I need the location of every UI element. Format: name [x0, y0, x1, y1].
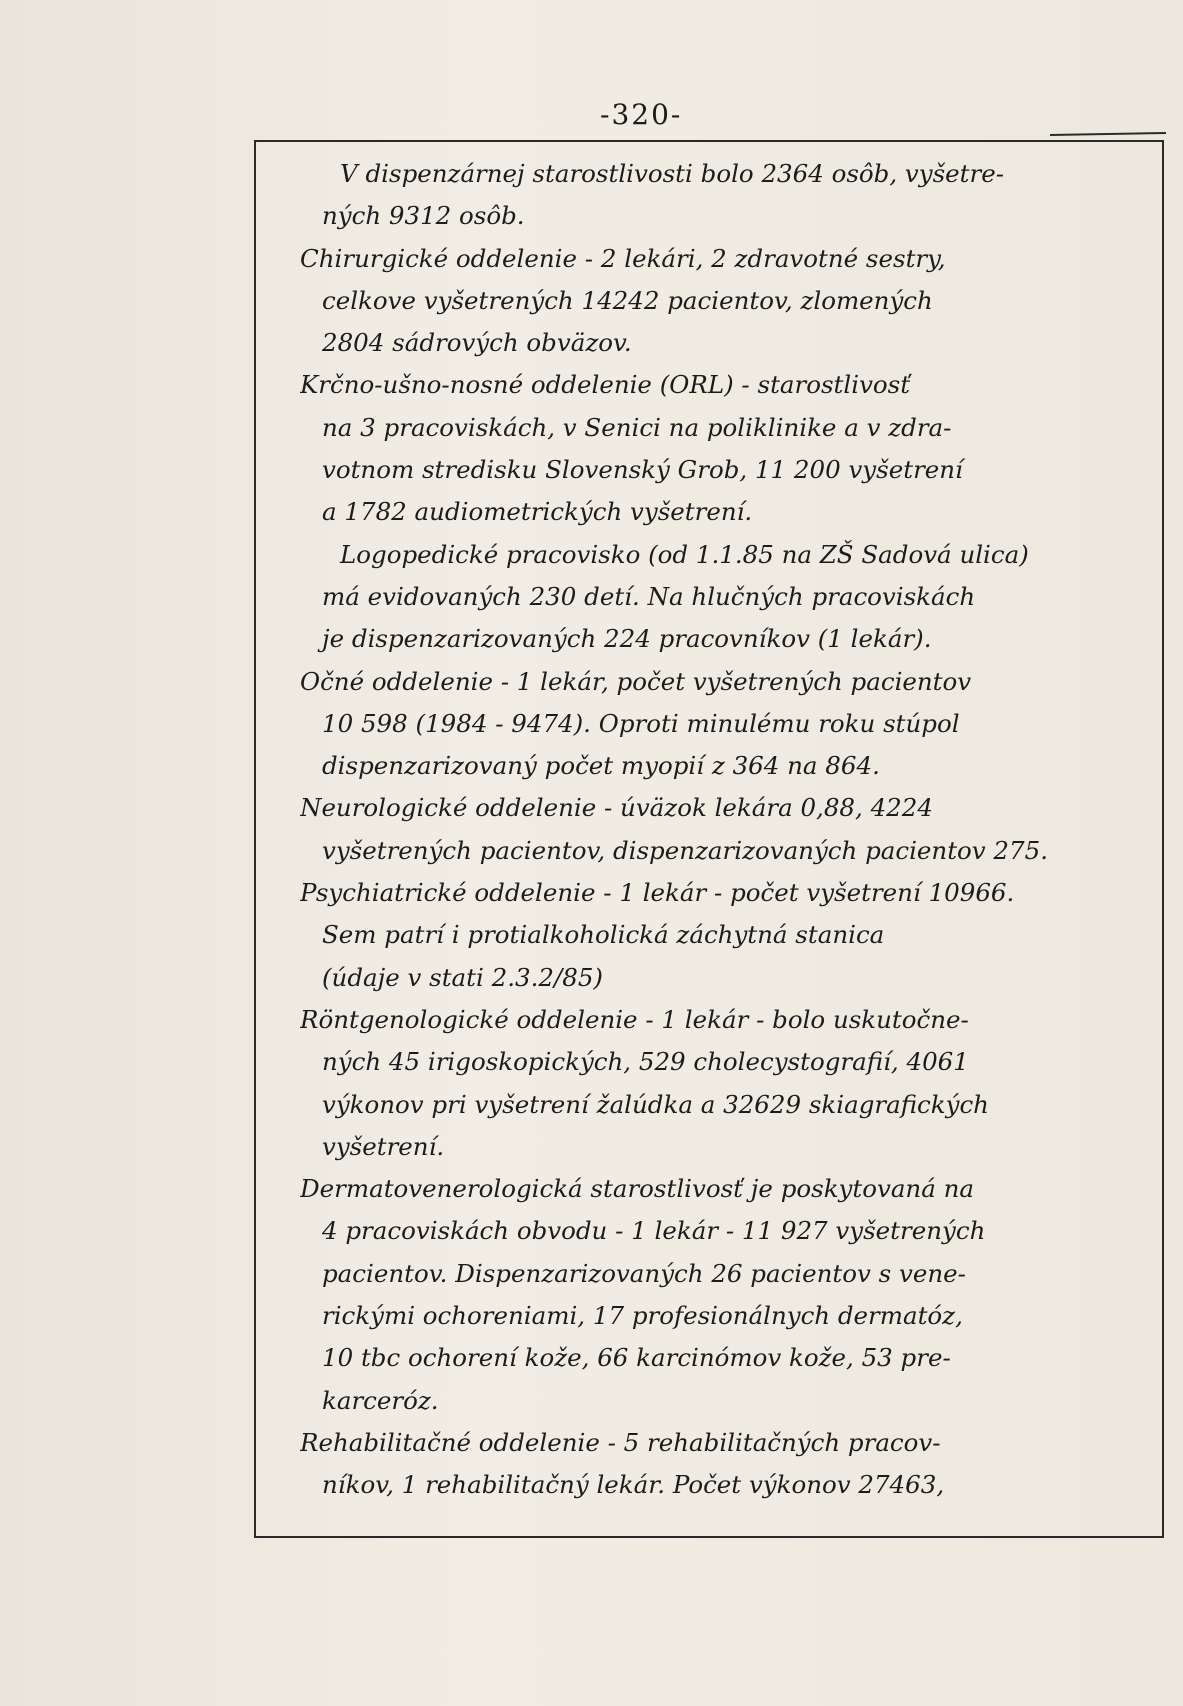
text-line: vyšetrených pacientov, dispenzarizovaných pacientov 275.	[322, 835, 1048, 865]
text-line: 4 pracoviskách obvodu - 1 lekár - 11 927 vyšetrených	[322, 1216, 986, 1246]
text-line: má evidovaných 230 detí. Na hlučných pracoviskách	[322, 581, 976, 611]
bullet-line: • Röntgenologické oddelenie - 1 lekár - bolo uskutočne-	[300, 999, 1160, 1041]
text-line: celkove vyšetrených 14242 pacientov, zlomených	[322, 285, 933, 315]
text-line: 10 tbc ochorení kože, 66 karcinómov kože, 53 pre-	[322, 1343, 951, 1373]
text-line: V dispenzárnej starostlivosti bolo 2364 osôb, vyšetre-	[340, 159, 1005, 188]
text-line: 10 598 (1984 - 9474). Oproti minulému roku stúpol	[322, 708, 960, 738]
text-line: ných 45 irigoskopických, 529 cholecystografií, 4061	[322, 1047, 969, 1077]
page-number: -320-	[600, 98, 683, 131]
text-line: 2804 sádrových obväzov.	[322, 328, 632, 358]
text-line: Sem patrí i protialkoholická záchytná stanica	[322, 920, 885, 950]
text-line: votnom stredisku Slovenský Grob, 11 200 vyšetrení	[322, 455, 963, 485]
bullet-line: • Dermatovenerologická starostlivosť je poskytovaná na	[300, 1168, 1160, 1210]
text-line: níkov, 1 rehabilitačný lekár. Počet výkonov 27463,	[322, 1470, 945, 1500]
bullet-line: • Neurologické oddelenie - úväzok lekára 0,88, 4224	[300, 787, 1160, 829]
bullet-line: • Chirurgické oddelenie - 2 lekári, 2 zdravotné sestry,	[300, 238, 1160, 280]
handwritten-text-block	[300, 153, 1160, 1507]
bullet-line: • Očné oddelenie - 1 lekár, počet vyšetrených pacientov	[300, 661, 1160, 703]
text-line: ných 9312 osôb.	[322, 201, 525, 231]
text-line: karceróz.	[322, 1385, 439, 1415]
bullet-line: • Psychiatrické oddelenie - 1 lekár - počet vyšetrení 10966.	[300, 872, 1160, 914]
text-line: výkonov pri vyšetrení žalúdka a 32629 skiagrafických	[322, 1089, 989, 1119]
text-line: na 3 pracoviskách, v Senici na poliklinike a v zdra-	[322, 412, 952, 442]
text-line: rickými ochoreniami, 17 profesionálnych dermatóz,	[322, 1301, 963, 1331]
frame-edge-stroke	[1050, 132, 1166, 136]
text-line: dispenzarizovaný počet myopií z 364 na 864.	[322, 751, 880, 781]
text-line: vyšetrení.	[322, 1131, 445, 1161]
bullet-line: • Krčno-ušno-nosné oddelenie (ORL) - starostlivosť	[300, 364, 1160, 406]
text-line: (údaje v stati 2.3.2/85)	[322, 962, 603, 992]
text-line: Logopedické pracovisko (od 1.1.85 na ZŠ Sadová ulica)	[340, 539, 1029, 569]
text-line: a 1782 audiometrických vyšetrení.	[322, 497, 753, 527]
bullet-line: • Rehabilitačné oddelenie - 5 rehabilitačných pracov-	[300, 1422, 1160, 1464]
text-line: je dispenzarizovaných 224 pracovníkov (1 lekár).	[322, 624, 932, 654]
text-line: pacientov. Dispenzarizovaných 26 pacientov s vene-	[322, 1258, 966, 1288]
